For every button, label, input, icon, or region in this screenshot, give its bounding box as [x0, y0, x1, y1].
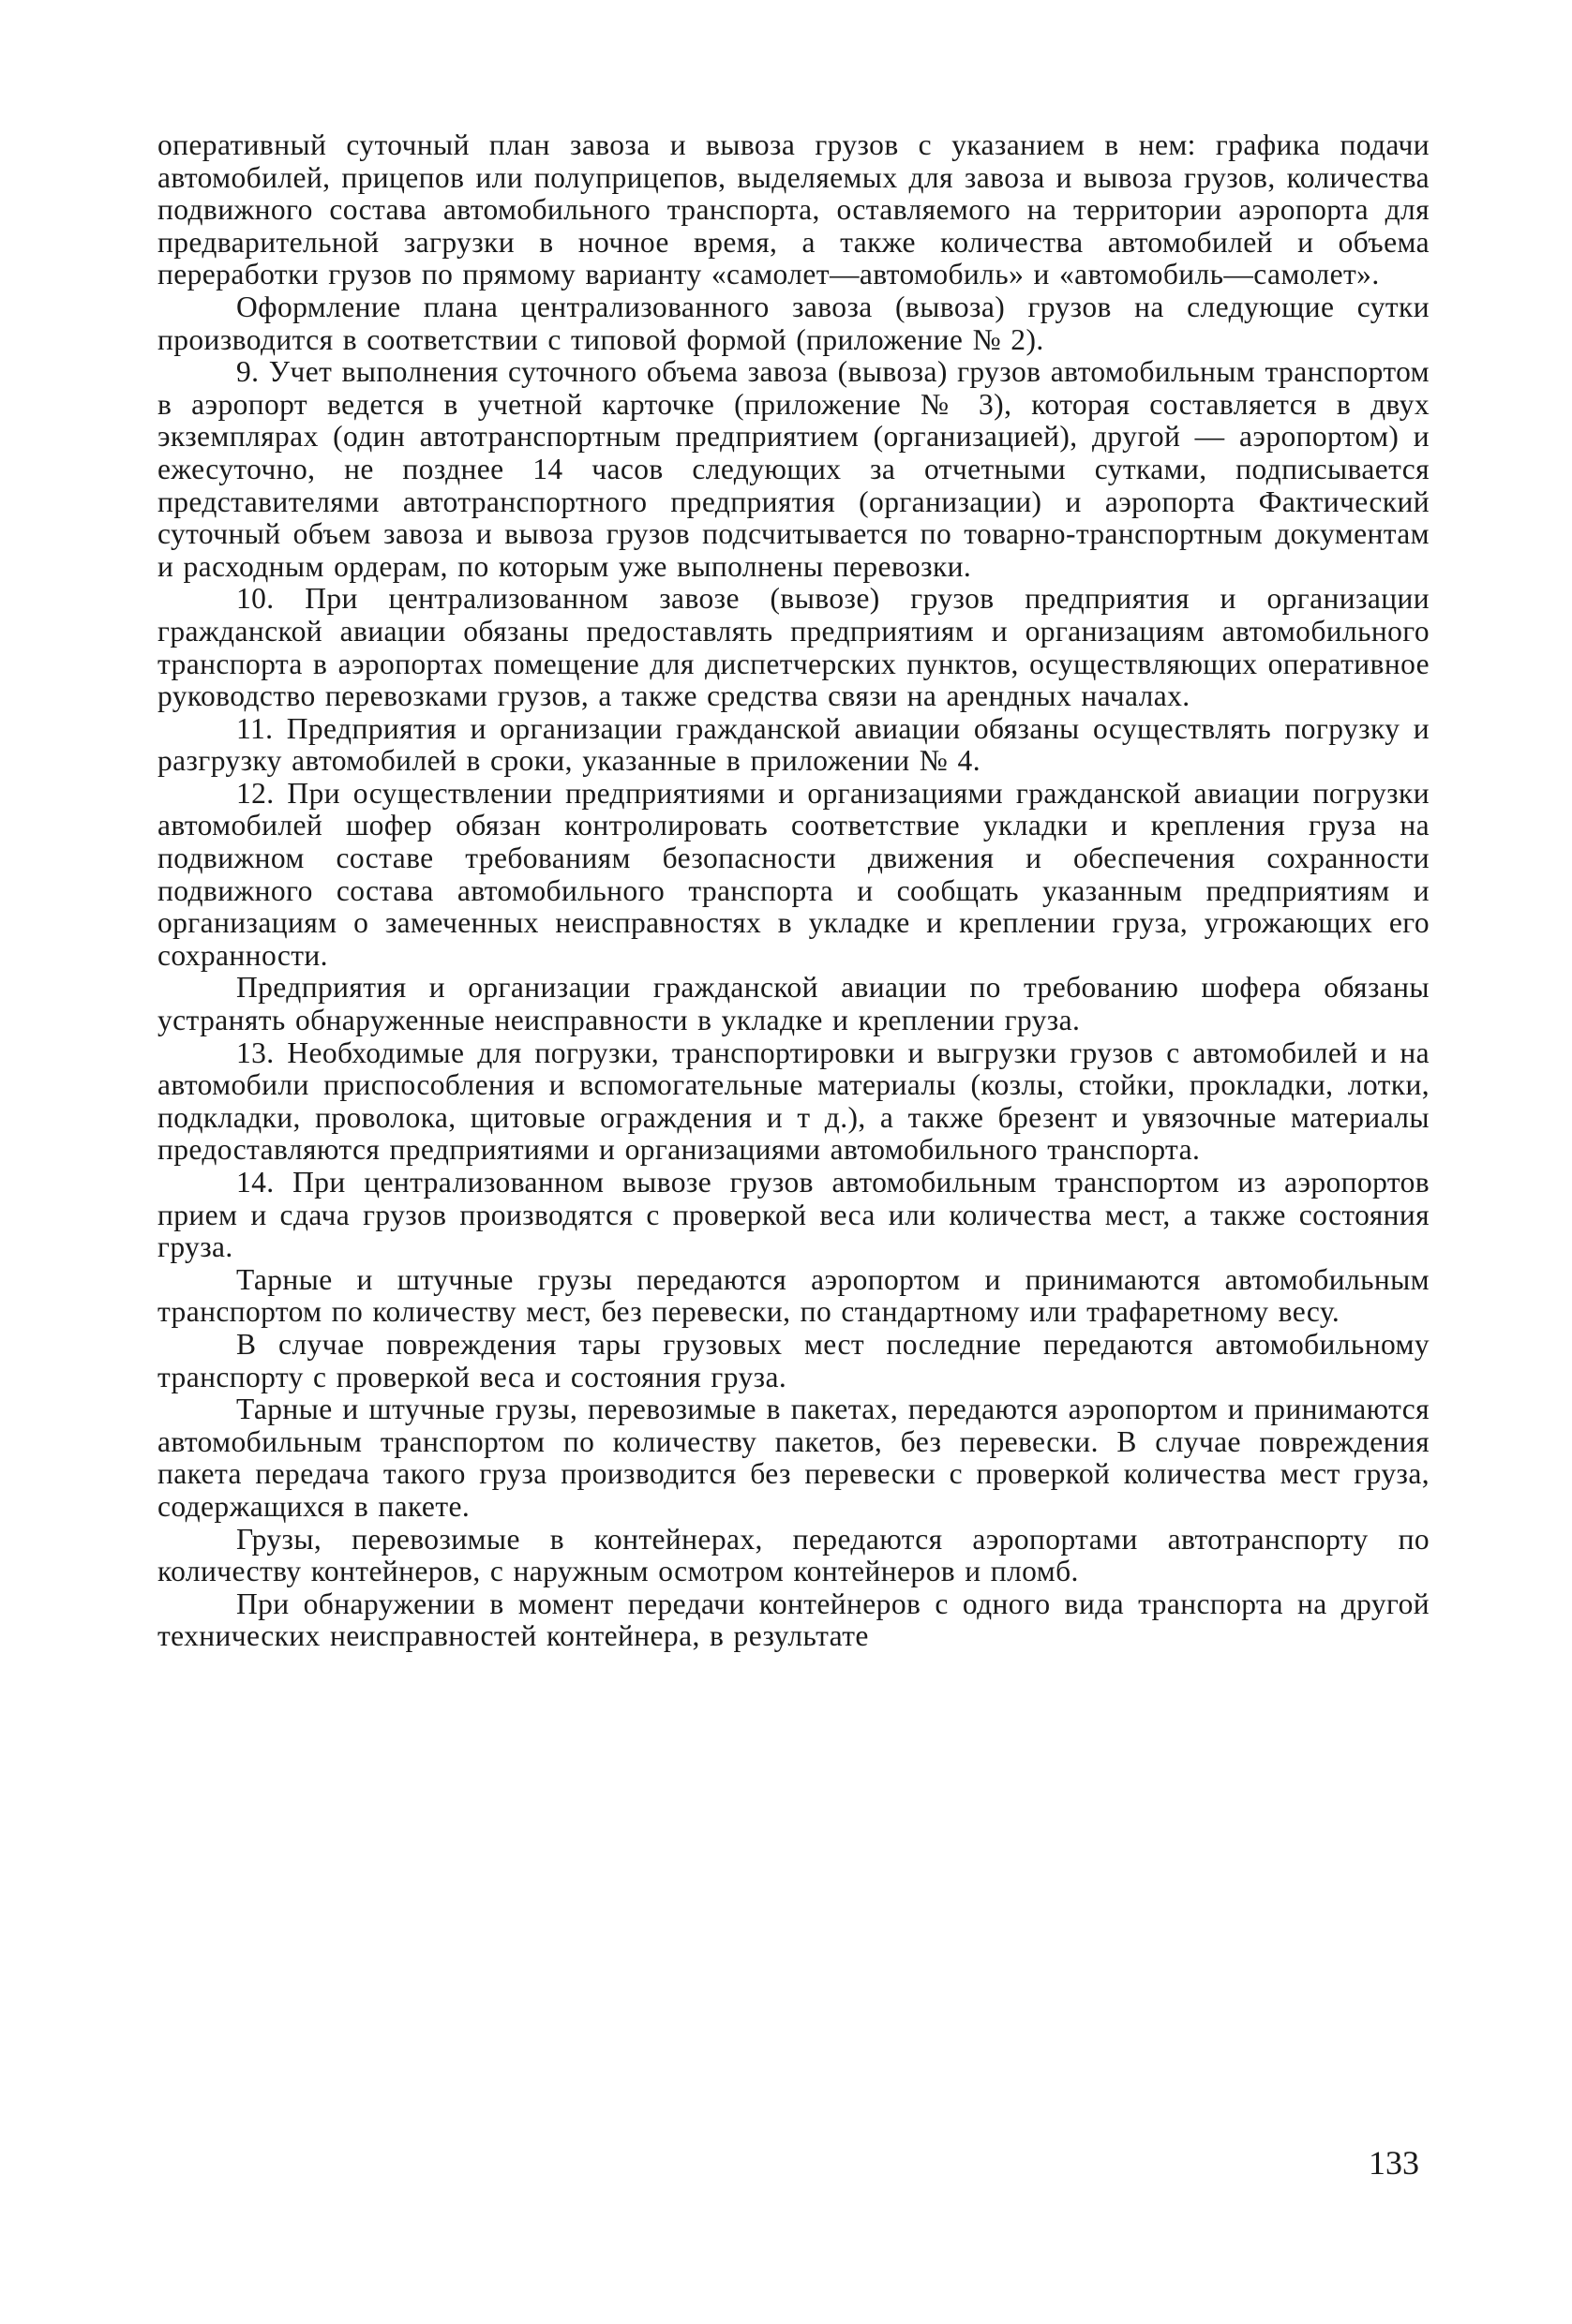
paragraph-tare-cargo: Тарные и штучные грузы передаются аэропортом и принимаются автомобильным транспортом по количеству мест, без перевески, по стандартному или трафаретному весу.	[157, 1262, 1430, 1329]
paragraph-container-cargo: Грузы, перевозимые в контейнерах, передаются аэропортами автотранспорту по количеству контейнеров, с наружным осмотром контейнеров и пломб.	[157, 1522, 1430, 1588]
paragraph-item-10: 10. При централизованном завозе (вывозе) грузов предприятия и организации гражданской авиации обязаны предоставлять предприятиям и организациям автомобильного транспорта в аэропортах помещение для диспетчерских пунктов, осуществляющих оперативное руководство перевозками грузов, а также средства связи на арендных началах.	[157, 582, 1430, 713]
paragraph-plan-contents: оперативный суточный план завоза и вывоза грузов с указанием в нем: графика подачи автомобилей, прицепов или полуприцепов, выделяемых для завоза и вывоза грузов, количества подвижного состава автомобильного транспорта, оставляемого на территории аэропорта для предварительной загрузки в ночное время, а также количества автомобилей и объема переработки грузов по прямому варианту «самолет—автомобиль» и «автомобиль—самолет».	[157, 128, 1430, 291]
page-number: 133	[1369, 2144, 1419, 2182]
document-body	[157, 129, 1430, 1653]
paragraph-item-14: 14. При централизованном вывозе грузов автомобильным транспортом из аэропортов прием и сдача грузов производятся с проверкой веса или количества мест, а также состояния груза.	[157, 1166, 1430, 1264]
paragraph-driver-request: Предприятия и организации гражданской авиации по требованию шофера обязаны устранять обнаруженные неисправности в укладке и креплении груза.	[157, 971, 1430, 1037]
paragraph-item-12: 12. При осуществлении предприятиями и организациями гражданской авиации погрузки автомобилей шофер обязан контролировать соответствие укладки и крепления груза на подвижном составе требованиям безопасности движения и обеспечения сохранности подвижного состава автомобильного транспорта и сообщать указанным предприятиям и организациям о замеченных неисправностях в укладке и креплении груза, угрожающих его сохранности.	[157, 776, 1430, 972]
paragraph-plan-form: Оформление плана централизованного завоза (вывоза) грузов на следующие сутки производится в соответствии с типовой формой (приложение № 2).	[157, 290, 1430, 356]
paragraph-packaged-cargo: Тарные и штучные грузы, перевозимые в пакетах, передаются аэропортом и принимаются автомобильным транспортом по количеству пакетов, без перевески. В случае повреждения пакета передача такого груза производится без перевески с проверкой количества мест груза, содержащихся в пакете.	[157, 1393, 1430, 1523]
paragraph-item-13: 13. Необходимые для погрузки, транспортировки и выгрузки грузов с автомобилей и на автомобили приспособления и вспомогательные материалы (козлы, стойки, прокладки, лотки, подкладки, проволока, щитовые ограждения и т д.), а также брезент и увязочные материалы предоставляются предприятиями и организациями автомобильного транспорта.	[157, 1035, 1430, 1167]
paragraph-item-11: 11. Предприятия и организации гражданской авиации обязаны осуществлять погрузку и разгрузку автомобилей в сроки, указанные в приложении № 4.	[157, 711, 1430, 778]
paragraph-item-9: 9. Учет выполнения суточного объема завоза (вывоза) грузов автомобильным транспортом в аэропорт ведется в учетной карточке (приложение № 3), которая составляется в двух экземплярах (один автотранспортным предприятием (организацией), другой — аэропортом) и ежесуточно, не позднее 14 часов следующих за отчетными сутками, подписывается представителями автотранспортного предприятия (организации) и аэропорта Фактический суточный объем завоза и вывоза грузов подсчитывается по товарно-транспортным документам и расходным ордерам, по которым уже выполнены перевозки.	[157, 355, 1430, 583]
paragraph-container-defects: При обнаружении в момент передачи контейнеров с одного вида транспорта на другой технических неисправностей контейнера, в результате	[157, 1587, 1430, 1653]
paragraph-damaged-tare: В случае повреждения тары грузовых мест последние передаются автомобильному транспорту с проверкой веса и состояния груза.	[157, 1327, 1430, 1393]
